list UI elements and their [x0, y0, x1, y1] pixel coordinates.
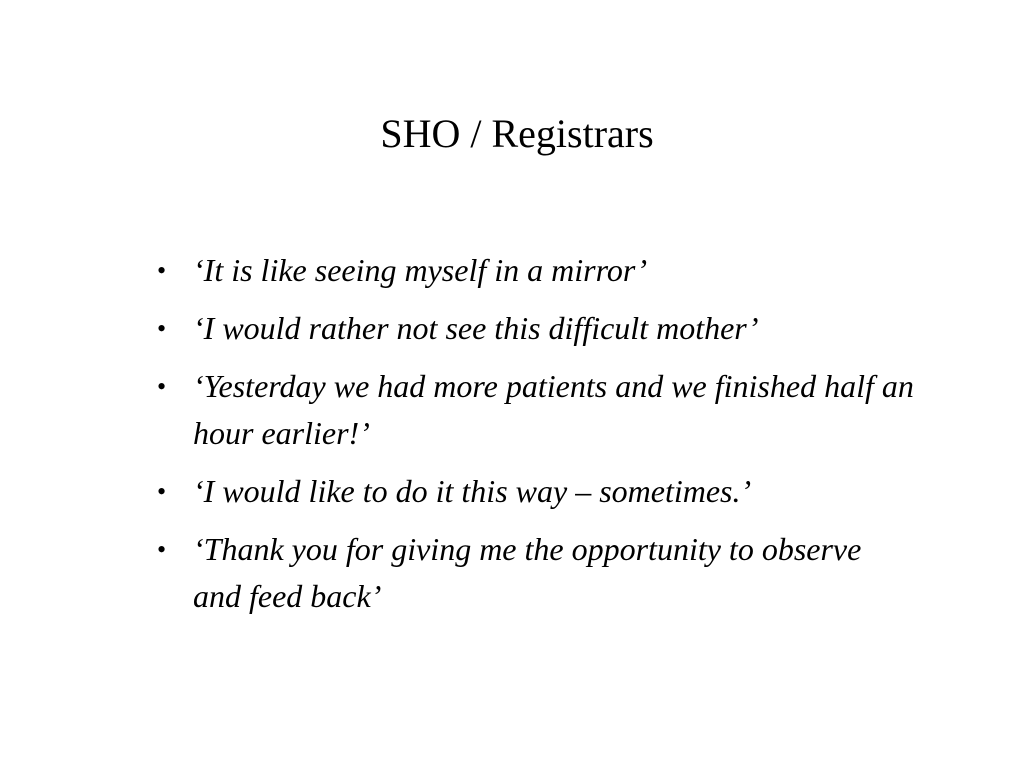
- bullet-item: [157, 305, 917, 352]
- bullet-item: [157, 247, 917, 294]
- bullet-text: ‘Yesterday we had more patients and we finished half an hour earlier!’: [193, 368, 914, 451]
- bullet-text: ‘I would like to do it this way – sometimes.’: [193, 473, 752, 509]
- bullet-item: [157, 526, 917, 620]
- bullet-text: ‘Thank you for giving me the opportunity to observe and feed back’: [193, 531, 862, 614]
- bullet-item: [157, 468, 917, 515]
- bullet-marker: •: [157, 372, 167, 401]
- bullet-marker: •: [157, 256, 167, 285]
- bullet-marker: •: [157, 314, 167, 343]
- bullet-list: [157, 247, 917, 631]
- slide-title: SHO / Registrars: [380, 111, 654, 156]
- bullet-text: ‘I would rather not see this difficult mother’: [193, 310, 759, 346]
- bullet-item: [157, 363, 917, 457]
- bullet-text: ‘It is like seeing myself in a mirror’: [193, 252, 648, 288]
- bullet-marker: •: [157, 477, 167, 506]
- bullet-marker: •: [157, 535, 167, 564]
